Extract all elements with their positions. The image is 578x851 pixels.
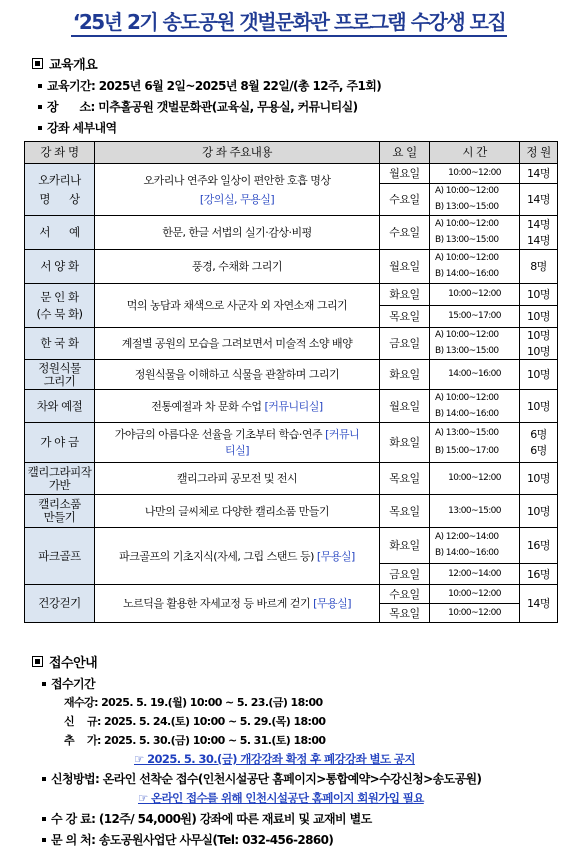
course-day: 월요일 — [380, 250, 430, 284]
course-day: 월요일 — [380, 164, 430, 184]
table-row — [25, 216, 558, 250]
course-capacity: 14명 14명 — [520, 216, 558, 250]
contact-info: 문 의 처: 송도공원사업단 사무실(Tel: 032-456-2860) — [42, 831, 333, 848]
application-method: 신청방법: 온라인 선착순 접수(인천시설공단 홈페이지>통합예약>수강신청>송도공원) — [42, 770, 481, 787]
table-row — [25, 423, 558, 463]
course-name: 차와 예절 — [25, 390, 95, 423]
course-desc: 계절별 공원의 모습을 그려보면서 미술적 소양 배양 — [95, 328, 380, 360]
header-course-content: 강 좌 주요내용 — [95, 142, 380, 164]
table-row — [25, 360, 558, 390]
table-row — [25, 390, 558, 423]
course-day: 월요일 — [380, 390, 430, 423]
header-day: 요 일 — [380, 142, 430, 164]
course-desc: 전통예절과 차 문화 수업 [커뮤니티실] — [95, 390, 380, 423]
education-period: 교육기간: 2025년 6월 2일~2025년 8월 22일/(총 12주, 주1회) — [38, 77, 381, 94]
course-time: A) 10:00~12:00 B) 14:00~16:00 — [430, 390, 520, 423]
course-time: A) 13:00~15:00 B) 15:00~17:00 — [430, 423, 520, 463]
course-time: 12:00~14:00 — [430, 564, 520, 585]
signup-notice: ☞ 온라인 접수를 위해 인천시설공단 홈페이지 회원가입 필요 — [138, 791, 424, 805]
course-desc: 나만의 글씨체로 다양한 캘리소품 만들기 — [95, 495, 380, 528]
course-name: 오카리나 명 상 — [25, 164, 95, 216]
course-capacity: 14명 — [520, 184, 558, 216]
renew-period: 재수강: 2025. 5. 19.(월) 10:00 ~ 5. 23.(금) 18:00 — [64, 696, 323, 709]
course-capacity: 6명 6명 — [520, 423, 558, 463]
course-time: 10:00~12:00 — [430, 463, 520, 495]
course-capacity: 16명 — [520, 564, 558, 585]
course-desc: 먹의 농담과 채색으로 사군자 외 자연소재 그리기 — [95, 284, 380, 328]
course-name: 서 예 — [25, 216, 95, 250]
table-row — [25, 164, 558, 184]
course-time: 13:00~15:00 — [430, 495, 520, 528]
course-details-label: 강좌 세부내역 — [38, 119, 117, 136]
table-row — [25, 328, 558, 360]
course-desc: 오카리나 연주와 일상이 편안한 호흡 명상 [강의실, 무용실] — [95, 164, 380, 216]
tuition-fee: 수 강 료: (12주/ 54,000원) 강좌에 따른 재료비 및 교재비 별도 — [42, 810, 372, 827]
course-name: 캘리소품 만들기 — [25, 495, 95, 528]
course-capacity: 10명 — [520, 306, 558, 328]
course-name: 정원식물 그리기 — [25, 360, 95, 390]
header-capacity: 정 원 — [520, 142, 558, 164]
course-day: 수요일 — [380, 216, 430, 250]
course-time: A) 12:00~14:00 B) 14:00~16:00 — [430, 528, 520, 564]
course-time: A) 10:00~12:00 B) 13:00~15:00 — [430, 216, 520, 250]
course-day: 화요일 — [380, 528, 430, 564]
course-time: A) 10:00~12:00 B) 13:00~15:00 — [430, 184, 520, 216]
course-name: 한 국 화 — [25, 328, 95, 360]
course-name: 가 야 금 — [25, 423, 95, 463]
course-day: 화요일 — [380, 423, 430, 463]
course-time: A) 10:00~12:00 B) 14:00~16:00 — [430, 250, 520, 284]
education-place: 장 소: 미추홀공원 갯벌문화관(교육실, 무용실, 커뮤니티실) — [38, 98, 358, 115]
course-capacity: 8명 — [520, 250, 558, 284]
course-day: 금요일 — [380, 328, 430, 360]
course-capacity: 14명 — [520, 164, 558, 184]
course-desc: 노르딕을 활용한 자세교정 등 바르게 걷기 [무용실] — [95, 585, 380, 623]
course-time: 10:00~12:00 — [430, 164, 520, 184]
square-bullet-icon — [32, 656, 43, 667]
course-capacity: 10명 — [520, 495, 558, 528]
course-capacity: 10명 10명 — [520, 328, 558, 360]
course-name: 건강걷기 — [25, 585, 95, 623]
closure-notice: ☞ 2025. 5. 30.(금) 개강강좌 확정 후 폐강강좌 별도 공지 — [134, 752, 415, 766]
course-time: 15:00~17:00 — [430, 306, 520, 328]
course-capacity: 10명 — [520, 284, 558, 306]
table-row — [25, 284, 558, 306]
course-capacity: 14명 — [520, 585, 558, 623]
header-course-name: 강 좌 명 — [25, 142, 95, 164]
table-row — [25, 463, 558, 495]
course-desc: 가야금의 아름다운 선율을 기초부터 학습·연주 [커뮤니 티실] — [95, 423, 380, 463]
page-title: ‘25년 2기 송도공원 갯벌문화관 프로그램 수강생 모집 — [0, 6, 578, 35]
course-day: 목요일 — [380, 463, 430, 495]
course-day: 수요일 — [380, 184, 430, 216]
course-time: 10:00~12:00 — [430, 284, 520, 306]
reception-heading: 접수안내 — [32, 652, 97, 671]
course-day: 화요일 — [380, 284, 430, 306]
additional-period: 추 가: 2025. 5. 30.(금) 10:00 ~ 5. 31.(토) 18:00 — [64, 734, 326, 747]
reception-period-label: 접수기간 — [42, 675, 95, 692]
course-time: 14:00~16:00 — [430, 360, 520, 390]
course-desc: 풍경, 수채화 그리기 — [95, 250, 380, 284]
course-day: 화요일 — [380, 360, 430, 390]
header-time: 시 간 — [430, 142, 520, 164]
table-row — [25, 250, 558, 284]
course-table — [24, 141, 558, 623]
table-header-row — [25, 142, 558, 164]
course-day: 목요일 — [380, 495, 430, 528]
course-desc: 캘리그라피 공모전 및 전시 — [95, 463, 380, 495]
course-capacity: 10명 — [520, 360, 558, 390]
new-period: 신 규: 2025. 5. 24.(토) 10:00 ~ 5. 29.(목) 18:00 — [64, 715, 326, 728]
course-time: 10:00~12:00 — [430, 604, 520, 623]
overview-heading: 교육개요 — [32, 54, 97, 73]
course-day: 금요일 — [380, 564, 430, 585]
course-capacity: 10명 — [520, 390, 558, 423]
course-desc: 정원식물을 이해하고 식물을 관찰하며 그리기 — [95, 360, 380, 390]
course-day: 목요일 — [380, 604, 430, 623]
square-bullet-icon — [32, 58, 43, 69]
course-name: 캘리그라피작 가반 — [25, 463, 95, 495]
course-name: 서 양 화 — [25, 250, 95, 284]
course-time: A) 10:00~12:00 B) 13:00~15:00 — [430, 328, 520, 360]
course-capacity: 16명 — [520, 528, 558, 564]
course-time: 10:00~12:00 — [430, 585, 520, 604]
course-name: 문 인 화 (수 묵 화) — [25, 284, 95, 328]
course-name: 파크골프 — [25, 528, 95, 585]
table-row — [25, 585, 558, 604]
course-capacity: 10명 — [520, 463, 558, 495]
course-desc: 파크골프의 기초지식(자세, 그립 스탠드 등) [무용실] — [95, 528, 380, 585]
course-day: 수요일 — [380, 585, 430, 604]
course-desc: 한문, 한글 서법의 실기·감상·비평 — [95, 216, 380, 250]
table-row — [25, 528, 558, 564]
course-day: 목요일 — [380, 306, 430, 328]
table-row — [25, 495, 558, 528]
